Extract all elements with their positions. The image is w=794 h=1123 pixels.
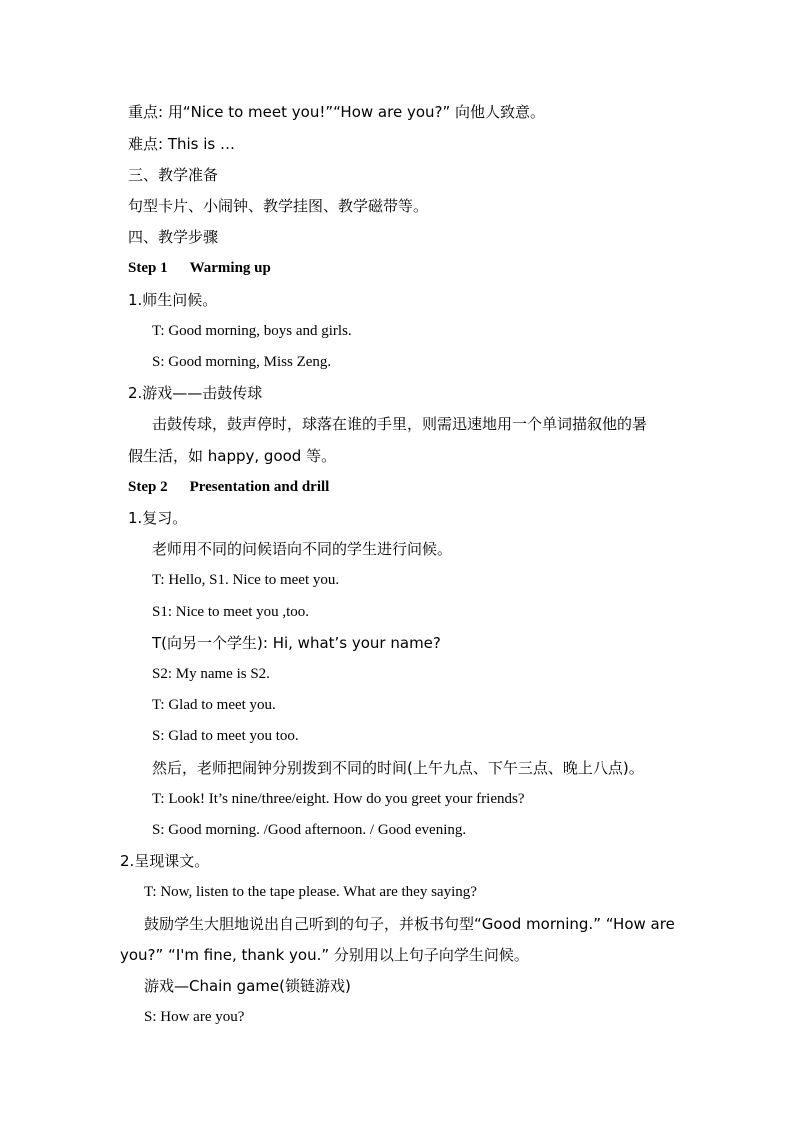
game-description-line: 假生活，如 happy, good 等。 <box>128 447 337 465</box>
instruction-line: 然后，老师把闹钟分别拨到不同的时间(上午九点、下午三点、晚上八点)。 <box>152 759 644 777</box>
dialogue-line: S: Good morning, Miss Zeng. <box>152 354 332 370</box>
dialogue-line: S1: Nice to meet you ,too. <box>152 604 310 620</box>
instruction-line: 老师用不同的问候语向不同的学生进行问候。 <box>152 540 453 558</box>
step-2-heading <box>128 477 329 497</box>
dialogue-line: T: Hello, S1. Nice to meet you. <box>152 572 340 588</box>
step-1-heading <box>128 258 271 278</box>
game-subheading: 2.游戏——击鼓传球 <box>128 384 263 402</box>
greeting-subheading: 1.师生问候。 <box>128 291 218 309</box>
instruction-line: you?” “I'm fine, thank you.” 分别用以上句子向学生问候。 <box>120 946 529 964</box>
materials-line: 句型卡片、小闹钟、教学挂图、教学磁带等。 <box>128 197 429 215</box>
present-text-subheading: 2.呈现课文。 <box>120 852 210 870</box>
dialogue-line: S: Good morning. /Good afternoon. / Good evening. <box>152 822 467 838</box>
section-heading-steps: 四、教学步骤 <box>128 228 219 246</box>
dialogue-line: S2: My name is S2. <box>152 666 270 682</box>
review-subheading: 1.复习。 <box>128 509 188 527</box>
section-heading-preparation: 三、教学准备 <box>128 166 219 184</box>
difficult-point-line: 难点: This is … <box>128 135 235 153</box>
step-1-title: Warming up <box>189 260 271 276</box>
dialogue-line: S: How are you? <box>144 1009 245 1025</box>
dialogue-line: T: Good morning, boys and girls. <box>152 323 352 339</box>
step-2-title: Presentation and drill <box>189 479 330 495</box>
step-1-label: Step 1 <box>128 260 168 276</box>
dialogue-line: T: Now, listen to the tape please. What are they saying? <box>144 884 477 900</box>
dialogue-line: T: Glad to meet you. <box>152 697 276 713</box>
chain-game-line: 游戏—Chain game(锁链游戏) <box>144 977 351 995</box>
instruction-line: 鼓励学生大胆地说出自己听到的句子，并板书句型“Good morning.” “How are <box>144 915 675 933</box>
step-2-label: Step 2 <box>128 479 168 495</box>
dialogue-line: S: Glad to meet you too. <box>152 728 299 744</box>
dialogue-line: T: Look! It’s nine/three/eight. How do you greet your friends? <box>152 791 525 807</box>
dialogue-line: T(向另一个学生): Hi, what’s your name? <box>152 634 441 652</box>
game-description-line: 击鼓传球，鼓声停时，球落在谁的手里，则需迅速地用一个单词描叙他的暑 <box>152 415 648 433</box>
key-point-line: 重点: 用“Nice to meet you!”“How are you?” 向他人致意。 <box>128 103 546 121</box>
